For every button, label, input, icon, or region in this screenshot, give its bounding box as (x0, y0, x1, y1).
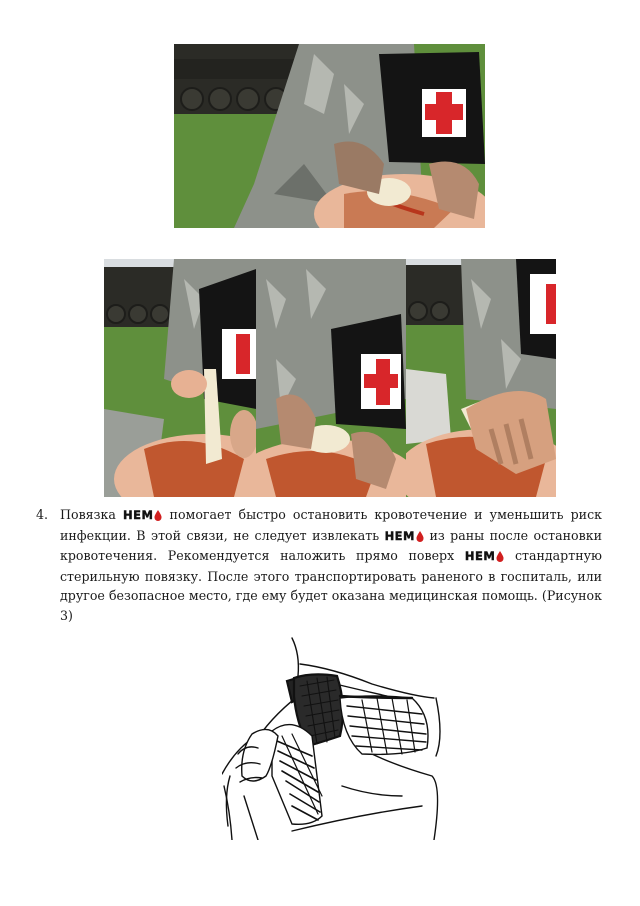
blood-drop-icon (154, 510, 162, 521)
photo-step-1 (104, 259, 256, 497)
figure-3-drawing (222, 636, 446, 840)
text-segment-2: помогает быстро остановить кровотечение и уменьшить риск инфекции. В этой связи, не следует извлекать (60, 507, 602, 543)
photo-first-aid-top (174, 44, 485, 228)
photo-applying-bandage-step-3-icon (406, 259, 556, 497)
blood-drop-icon (496, 551, 504, 562)
brand-text: HEM (384, 528, 415, 543)
brand-mark (123, 506, 162, 526)
instruction-paragraph (36, 505, 602, 626)
brand-text: HEM (122, 508, 154, 522)
brand-mark (385, 527, 424, 547)
blood-drop-icon (416, 531, 424, 542)
photo-applying-bandage-step-2-icon (256, 259, 406, 497)
list-number: 4. (36, 507, 49, 522)
bandage-line-drawing-icon (222, 636, 446, 840)
text-segment-3: из раны после остановки кровотечения. Рекомендуется наложить прямо поверх (60, 527, 602, 564)
text-segment-4: стандартную стерильную повязку. После этого транспортировать раненого в госпиталь, или другое безопасное место, где ему будет оказана медицинская помощь. (Рисунок 3) (60, 548, 602, 623)
photo-step-2 (256, 259, 406, 497)
brand-mark (465, 547, 504, 567)
photo-first-aid-wound-packing-icon (174, 44, 485, 228)
text-segment-1: Повязка (60, 507, 116, 522)
photo-applying-bandage-step-1-icon (104, 259, 256, 497)
photo-step-3 (406, 259, 556, 497)
paragraph-body (60, 505, 602, 626)
brand-text: HEM (464, 549, 496, 564)
